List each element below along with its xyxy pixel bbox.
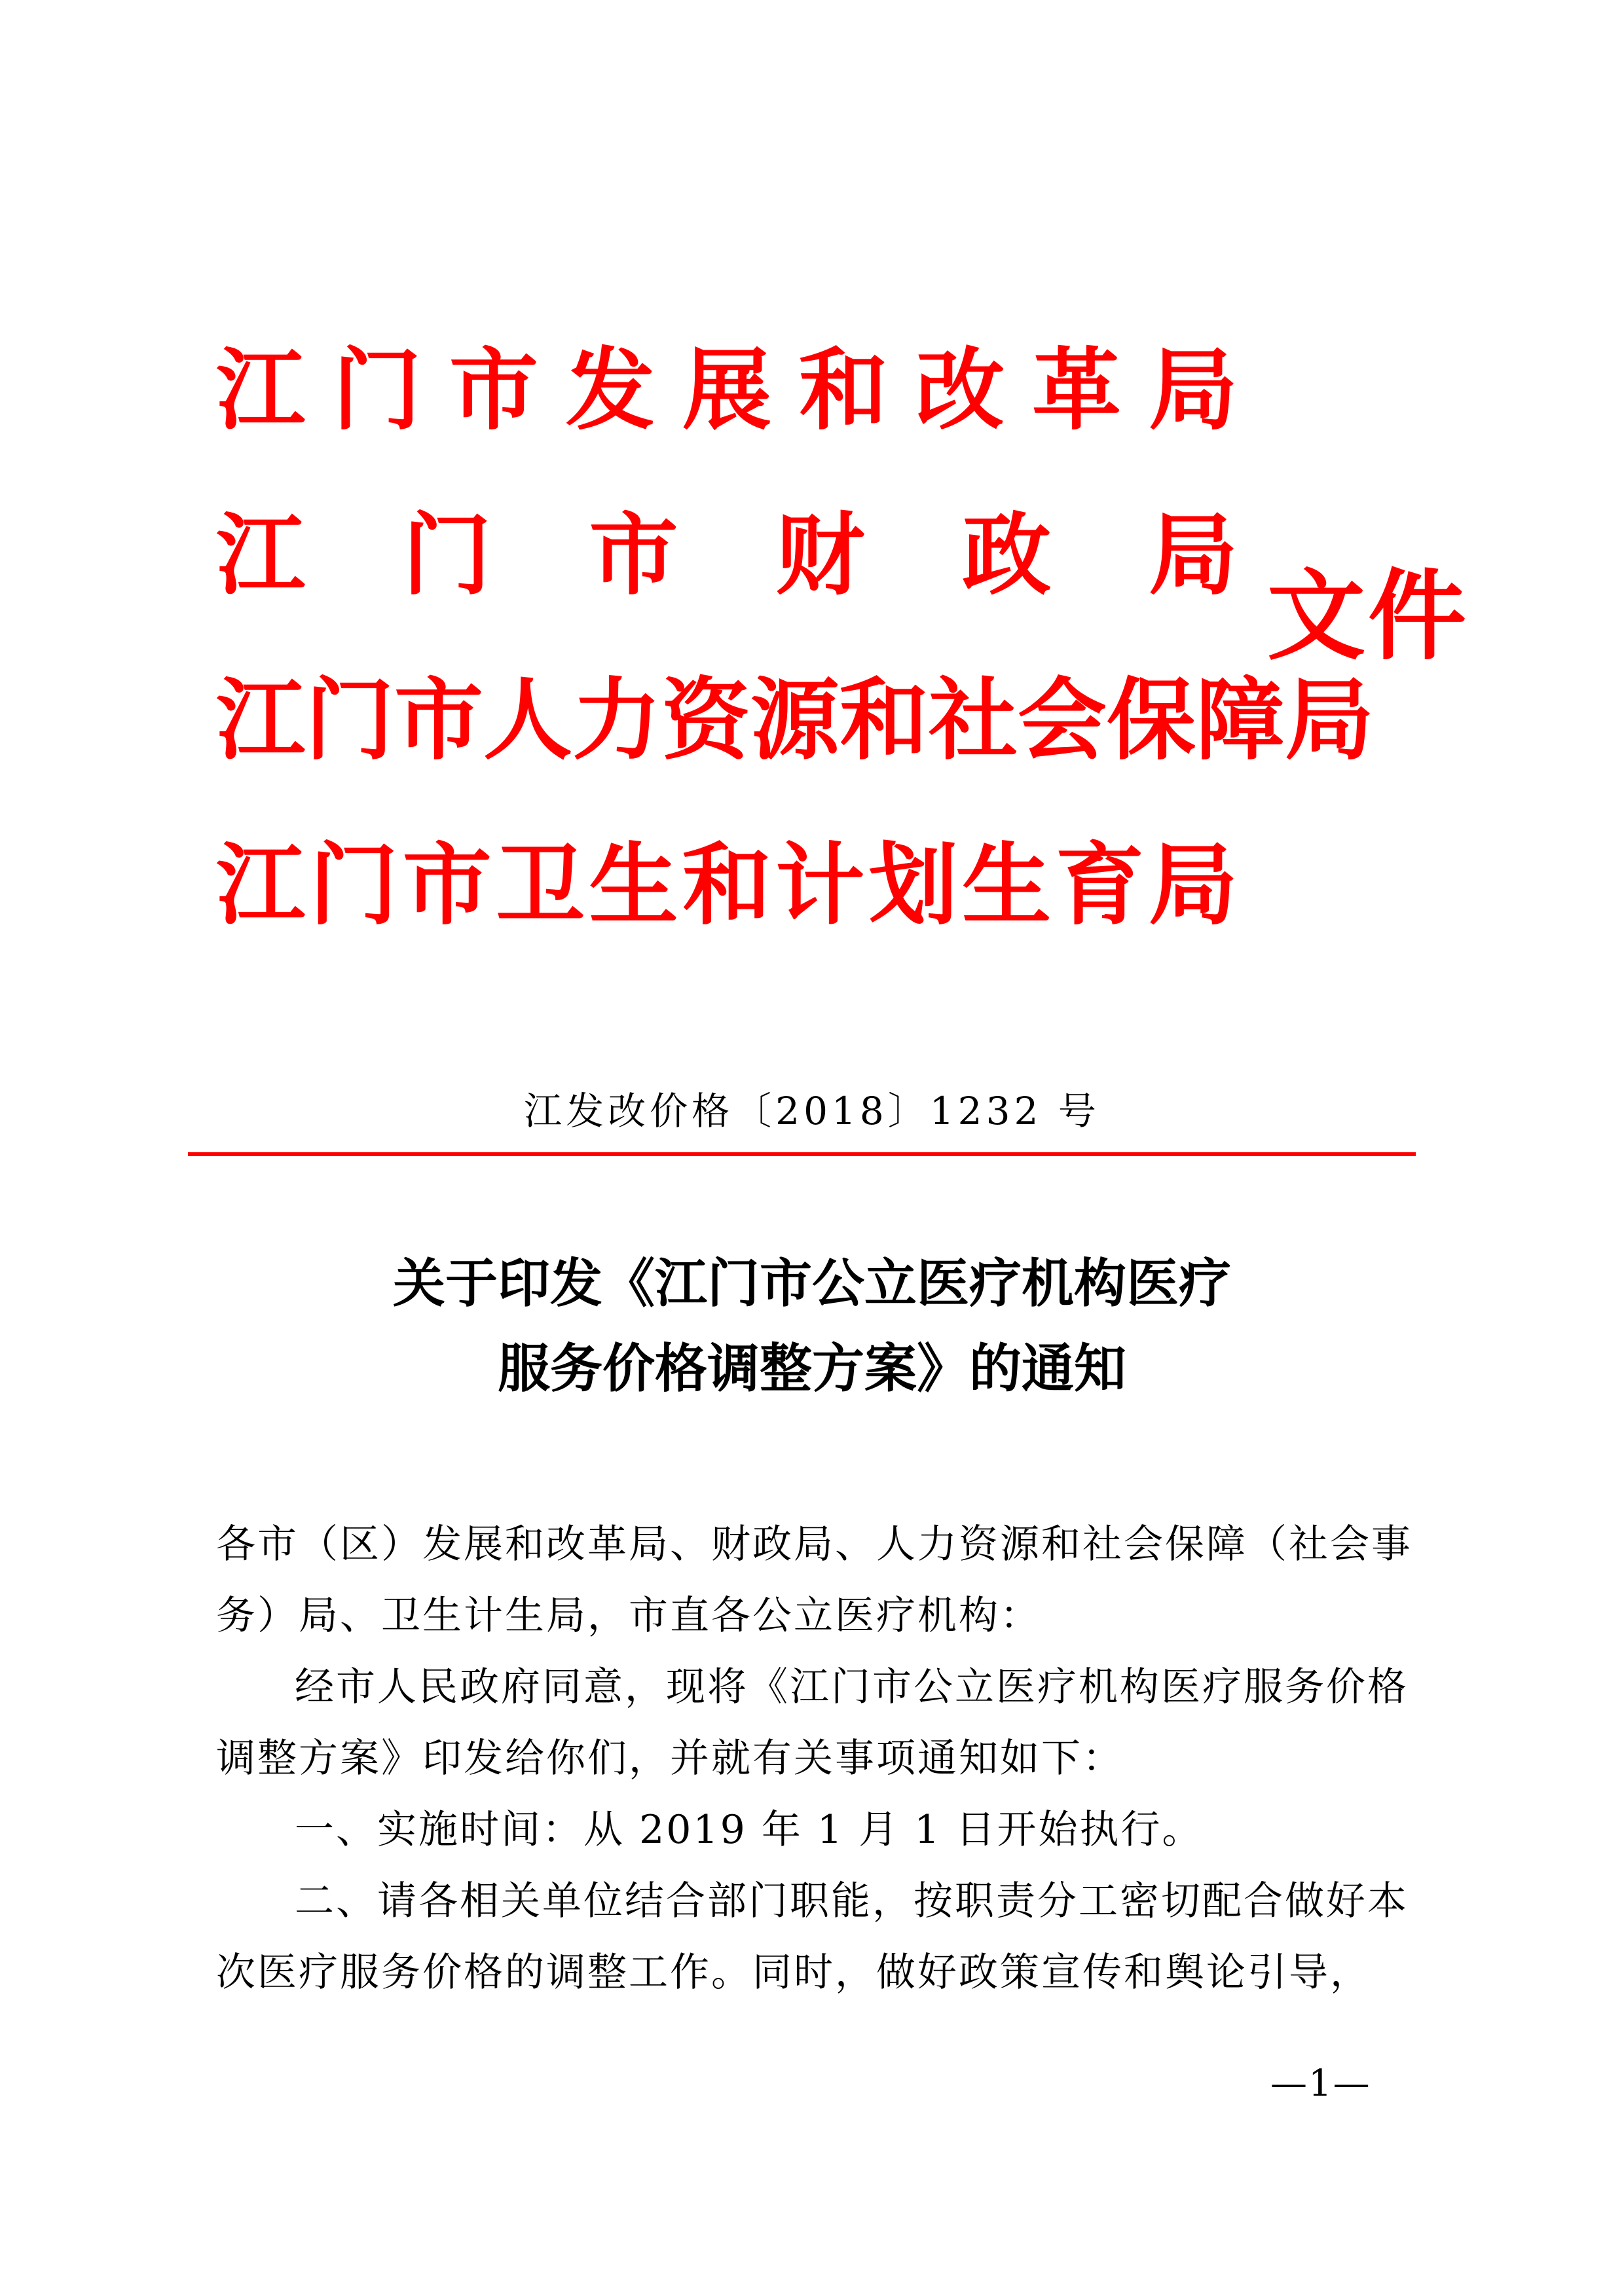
issuer-char: 市 bbox=[394, 668, 483, 773]
issuer-char: 市 bbox=[402, 833, 492, 938]
issuer-char: 计 bbox=[775, 833, 865, 938]
issuer-char: 源 bbox=[750, 668, 840, 773]
issuer-development-reform-bureau bbox=[216, 308, 1238, 473]
issuer-char: 门 bbox=[333, 338, 422, 443]
issuer-char: 江 bbox=[216, 503, 305, 608]
issuer-char: 卫 bbox=[496, 833, 585, 938]
issuer-char: 和 bbox=[682, 833, 771, 938]
issuer-char: 发 bbox=[566, 338, 655, 443]
issuer-char: 生 bbox=[962, 833, 1052, 938]
issuer-char: 财 bbox=[775, 503, 865, 608]
body-paragraph-intro: 经市人民政府同意，现将《江门市公立医疗机构医疗服务价格调整方案》印发给你们，并就有关事项通知如下： bbox=[216, 1664, 1409, 1781]
addressee-paragraph: 各市（区）发展和改革局、财政局、人力资源和社会保障（社会事务）局、卫生计生局，市直各公立医疗机构： bbox=[216, 1522, 1412, 1639]
issuer-char: 门 bbox=[402, 503, 492, 608]
issuer-char: 生 bbox=[589, 833, 678, 938]
body-paragraph-item-2: 二、请各相关单位结合部门职能，按职责分工密切配合做好本次医疗服务价格的调整工作。同时，做好政策宣传和舆论引导， bbox=[216, 1878, 1409, 1995]
issuer-char: 政 bbox=[962, 503, 1052, 608]
issuer-char: 门 bbox=[309, 833, 399, 938]
issuer-char: 会 bbox=[1018, 668, 1107, 773]
issuer-char: 育 bbox=[1055, 833, 1145, 938]
issuer-char: 市 bbox=[449, 338, 538, 443]
issuer-char: 江 bbox=[216, 833, 305, 938]
document-number: 江发改价格〔2018〕1232 号 bbox=[524, 1089, 1100, 1133]
document-suffix: 文件 bbox=[1267, 558, 1469, 674]
red-separator-line bbox=[188, 1152, 1416, 1156]
issuer-char: 江 bbox=[216, 668, 305, 773]
document-title bbox=[0, 1241, 1624, 1411]
issuer-char: 资 bbox=[661, 668, 750, 773]
issuer-char: 局 bbox=[1285, 668, 1374, 773]
body-paragraph-item-1: 一、实施时间：从 2019 年 1 月 1 日开始执行。 bbox=[295, 1807, 1204, 1853]
issuer-char: 划 bbox=[868, 833, 958, 938]
issuer-char: 展 bbox=[682, 338, 771, 443]
issuer-char: 改 bbox=[915, 338, 1005, 443]
issuer-char: 革 bbox=[1032, 338, 1121, 443]
issuer-health-family-planning-bureau bbox=[216, 803, 1238, 968]
issuer-finance-bureau bbox=[216, 473, 1238, 638]
issuer-human-resources-bureau bbox=[216, 638, 1374, 803]
issuer-char: 局 bbox=[1149, 338, 1238, 443]
issuer-char: 保 bbox=[1107, 668, 1196, 773]
issuer-char: 和 bbox=[840, 668, 929, 773]
issuer-char: 市 bbox=[589, 503, 678, 608]
page-number: —1— bbox=[1270, 2062, 1371, 2105]
issuer-char: 门 bbox=[305, 668, 394, 773]
issuer-char: 社 bbox=[929, 668, 1018, 773]
document-body bbox=[216, 1509, 1414, 2009]
issuer-char: 江 bbox=[216, 338, 305, 443]
issuer-char: 和 bbox=[799, 338, 888, 443]
issuer-char: 局 bbox=[1148, 833, 1238, 938]
issuer-char: 局 bbox=[1148, 503, 1238, 608]
title-line-1: 关于印发《江门市公立医疗机构医疗 bbox=[393, 1252, 1231, 1314]
issuer-char: 力 bbox=[572, 668, 661, 773]
title-line-2: 服务价格调整方案》的通知 bbox=[498, 1338, 1126, 1399]
issuer-char: 人 bbox=[483, 668, 572, 773]
issuer-char: 障 bbox=[1196, 668, 1285, 773]
